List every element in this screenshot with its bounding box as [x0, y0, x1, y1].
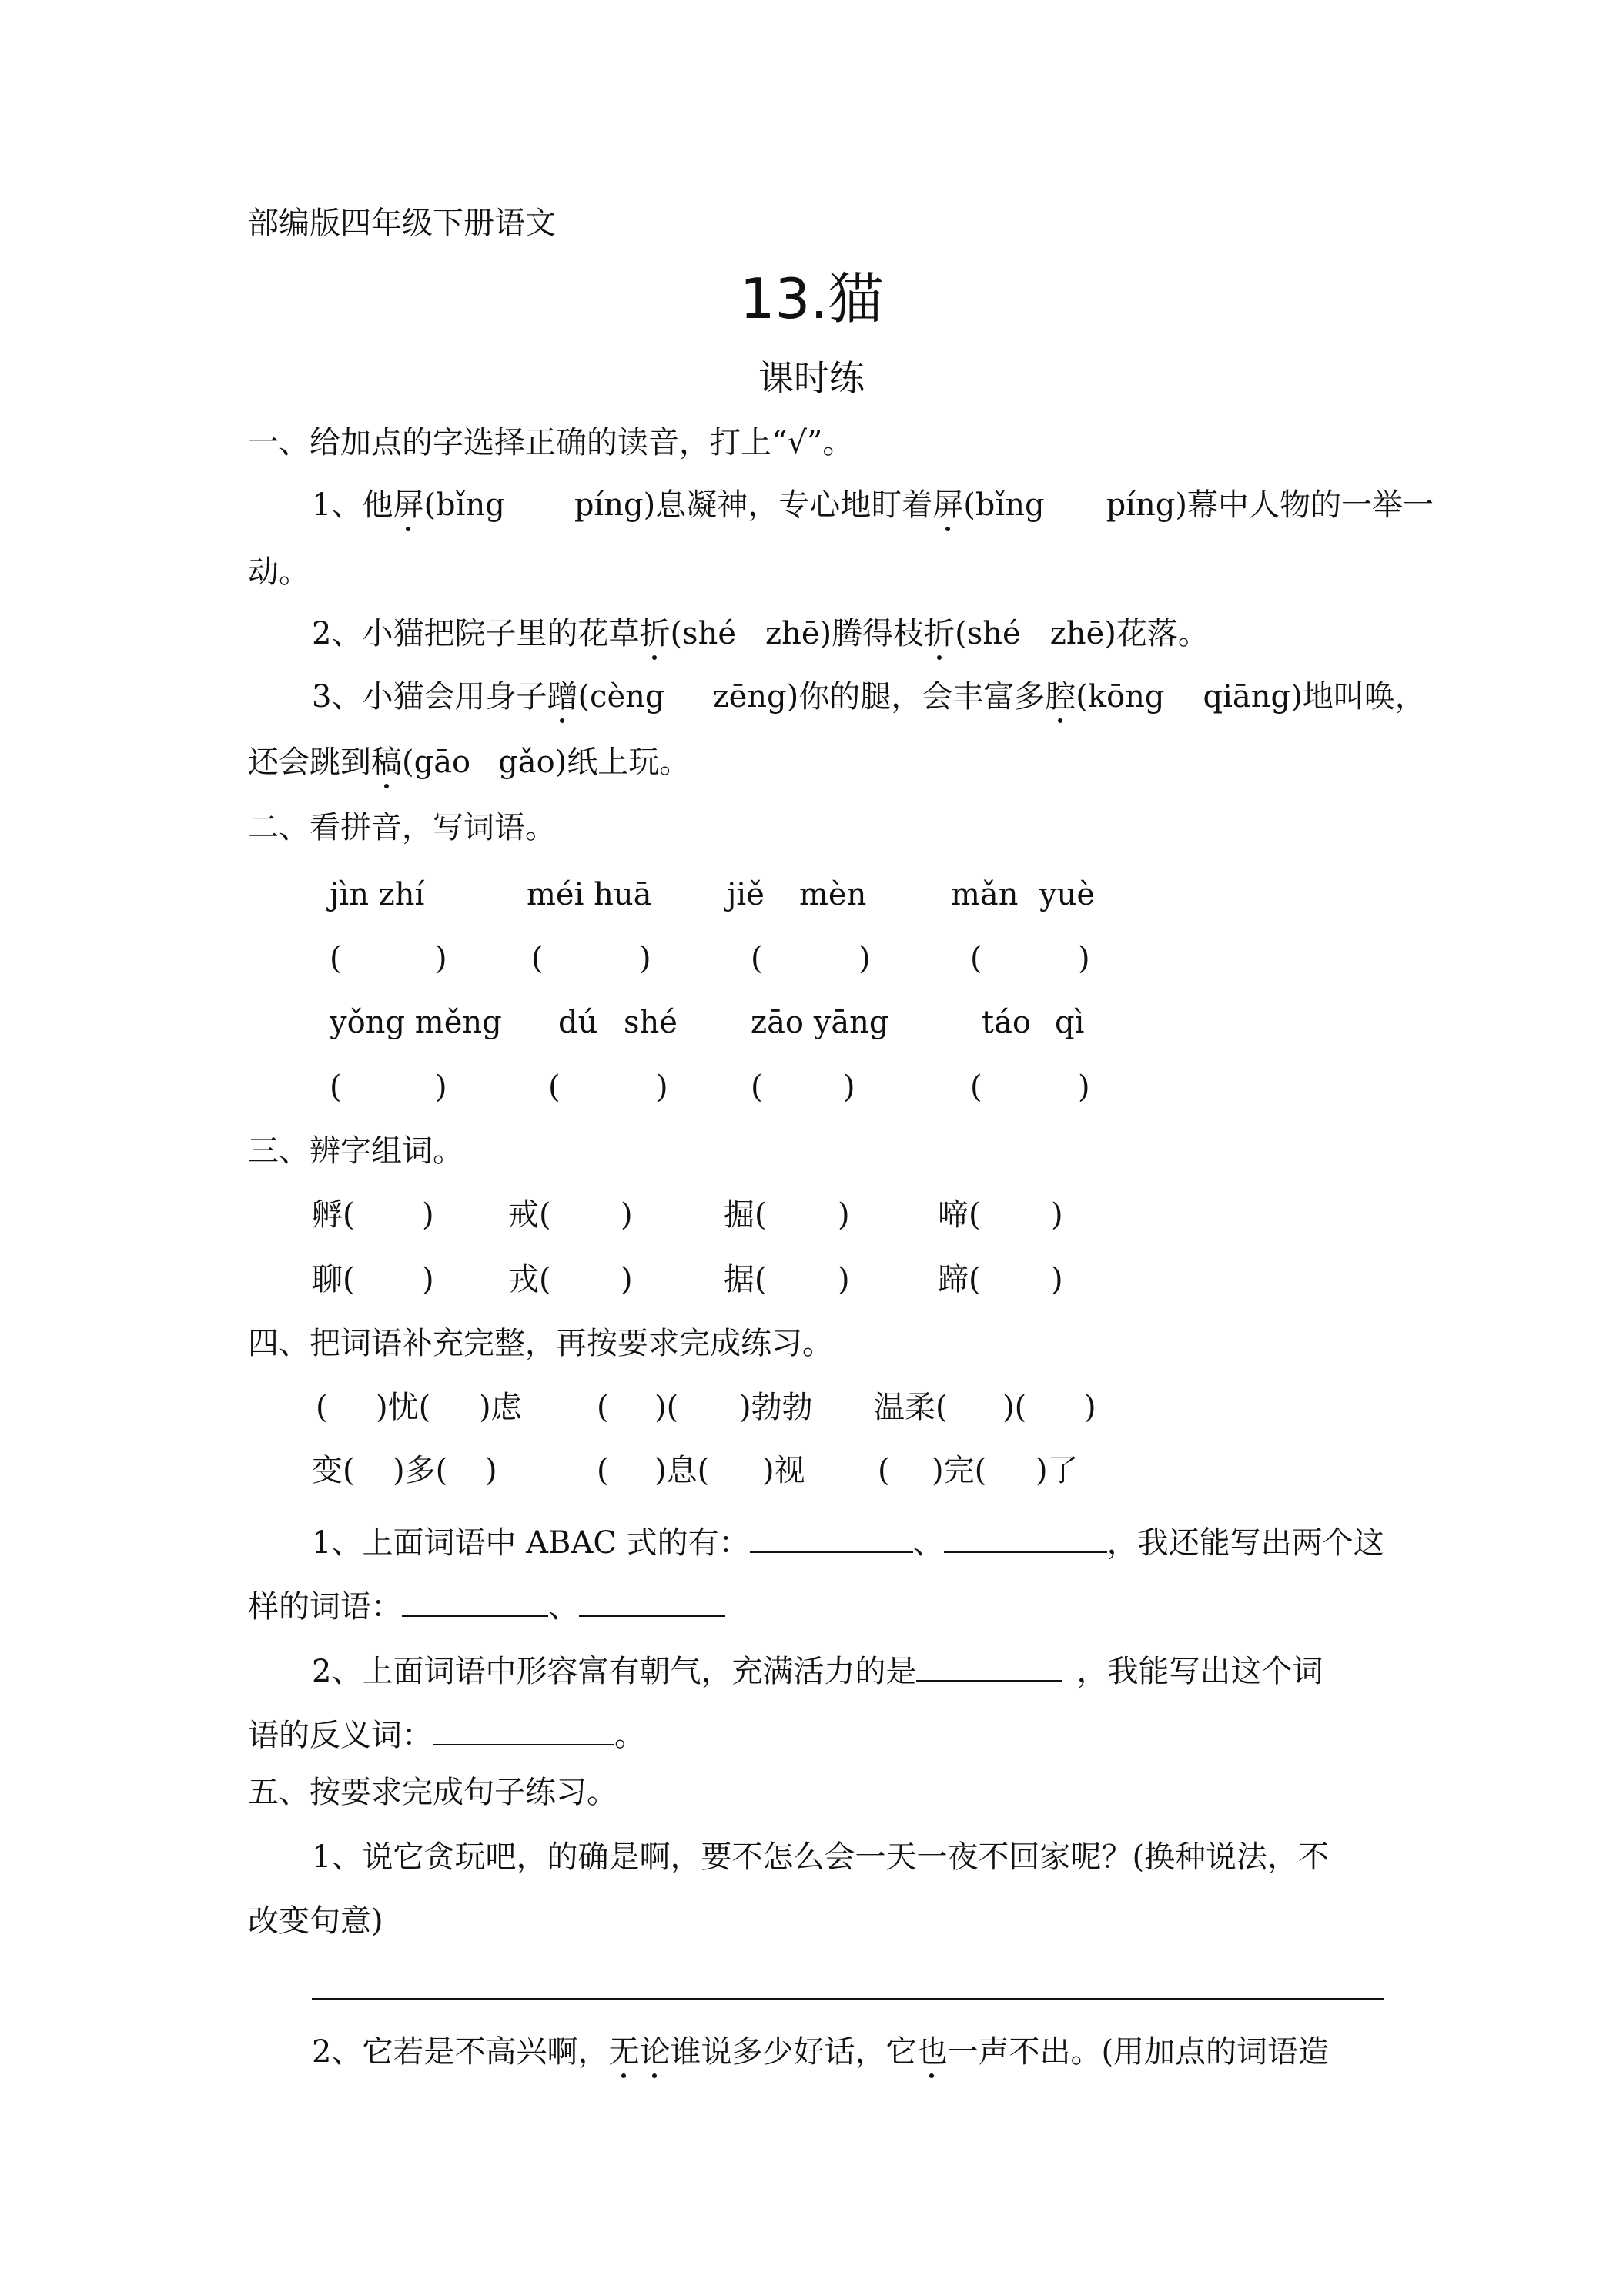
fill-part: )虑: [479, 1390, 522, 1425]
fill-part: (: [878, 1453, 890, 1488]
fill-part: (: [316, 1390, 328, 1425]
pinyin: jiě: [727, 877, 765, 912]
char-item: 聊(: [312, 1262, 355, 1297]
paren-close: ): [1051, 1262, 1063, 1297]
char-item: 蹄(: [938, 1262, 981, 1297]
s1-q3-cont: 还会跳到稿(gāo gǎo)纸上玩。: [248, 745, 691, 780]
series-label: 部编版四年级下册语文: [248, 206, 556, 241]
answer-paren-open: (: [970, 1069, 982, 1105]
option[interactable]: (gāo: [402, 745, 471, 780]
dotted-char: 折: [924, 616, 955, 651]
answer-paren-close: ): [639, 941, 651, 976]
paren-close: ): [1051, 1197, 1063, 1233]
s1-q1-line: 1、他屏(bǐng píng)息凝神，专心地盯着屏(bǐng píng)幕中人物的一举一: [312, 487, 1434, 523]
fill-part: )视: [762, 1453, 805, 1488]
pinyin: yuè: [1039, 877, 1096, 912]
dotted-char: 屏: [393, 487, 424, 523]
answer-paren-open: (: [548, 1069, 561, 1105]
pinyin: zāo yāng: [751, 1005, 889, 1040]
paren-close: ): [422, 1197, 434, 1233]
page-subtitle: 课时练: [758, 357, 865, 399]
option[interactable]: (bǐng: [963, 487, 1045, 523]
s5-q1-line: 1、说它贪玩吧，的确是啊，要不怎么会一天一夜不回家呢？(换种说法，不: [312, 1839, 1330, 1875]
dotted-char: 腔: [1045, 679, 1076, 715]
option[interactable]: (bǐng: [423, 487, 505, 523]
section-2-heading: 二、看拼音，写词语。: [248, 810, 556, 845]
answer-blank[interactable]: [944, 1521, 1107, 1553]
pinyin: mèn: [799, 877, 867, 912]
option[interactable]: (cèng: [577, 679, 665, 715]
fill-part: )勃勃: [739, 1390, 813, 1425]
char-item: 据(: [724, 1262, 767, 1297]
dotted-char: 无: [608, 2034, 640, 2070]
s4-q2-cont: 语的反义词： 。: [248, 1713, 645, 1751]
char-item: 戒(: [508, 1197, 551, 1233]
fill-part: 温柔(: [874, 1390, 948, 1425]
answer-blank[interactable]: [579, 1585, 725, 1617]
option[interactable]: gǎo): [498, 745, 567, 780]
char-item: 掘(: [724, 1197, 767, 1233]
fill-part: 变(: [312, 1453, 355, 1488]
answer-paren-open: (: [531, 941, 544, 976]
pinyin: qì: [1055, 1005, 1085, 1040]
answer-paren-close: ): [858, 941, 871, 976]
option[interactable]: (kōng: [1076, 679, 1165, 715]
s4-q2-line: 2、上面词语中形容富有朝气，充满活力的是 ，我能写出这个词: [312, 1649, 1323, 1687]
option[interactable]: qiāng): [1203, 679, 1303, 715]
fill-part: ): [485, 1453, 497, 1488]
dotted-char: 蹭: [547, 679, 578, 715]
fill-part: )完(: [932, 1453, 987, 1488]
char-item: 啼(: [938, 1197, 981, 1233]
answer-paren-close: ): [435, 941, 447, 976]
s4-q1-cont: 样的词语： 、: [248, 1585, 725, 1622]
fill-part: )多(: [393, 1453, 448, 1488]
dotted-char: 论: [639, 2034, 671, 2070]
paren-close: ): [422, 1262, 434, 1297]
pinyin: jìn zhí: [330, 877, 425, 912]
s1-q3-line: 3、小猫会用身子蹭(cèng zēng)你的腿，会丰富多腔(kōng qiāng)地叫唤，: [312, 679, 1426, 715]
section-3-heading: 三、辨字组词。: [248, 1133, 463, 1169]
paren-close: ): [621, 1197, 633, 1233]
paren-close: ): [838, 1262, 850, 1297]
s5-q1-cont: 改变句意): [248, 1903, 383, 1939]
option[interactable]: píng): [574, 487, 656, 523]
fill-part: (: [597, 1390, 609, 1425]
answer-paren-close: ): [1078, 941, 1090, 976]
option[interactable]: (shé: [955, 616, 1021, 651]
answer-paren-open: (: [330, 1069, 342, 1105]
pinyin: shé: [624, 1005, 678, 1040]
pinyin: méi huā: [527, 877, 652, 912]
answer-paren-close: ): [843, 1069, 855, 1105]
fill-part: )忧(: [376, 1390, 431, 1425]
fill-part: )了: [1036, 1453, 1079, 1488]
answer-paren-close: ): [1078, 1069, 1090, 1105]
fill-part: )(: [1002, 1390, 1027, 1425]
pinyin: táo: [982, 1005, 1032, 1040]
pinyin: yǒng měng: [330, 1005, 502, 1040]
dotted-char: 屏: [932, 487, 964, 523]
s1-q1-cont: 动。: [248, 554, 310, 590]
fill-part: )(: [654, 1390, 679, 1425]
answer-paren-close: ): [435, 1069, 447, 1105]
option[interactable]: zhē): [765, 616, 832, 651]
answer-paren-open: (: [970, 941, 982, 976]
dotted-char: 折: [639, 616, 671, 651]
fill-part: ): [1084, 1390, 1096, 1425]
section-5-heading: 五、按要求完成句子练习。: [248, 1775, 617, 1810]
s5-q2-line: 2、它若是不高兴啊，无论谁说多少好话，它也一声不出。(用加点的词语造: [312, 2034, 1330, 2070]
answer-paren-open: (: [751, 941, 763, 976]
fill-part: (: [597, 1453, 609, 1488]
answer-blank[interactable]: [916, 1649, 1062, 1682]
s4-q1-line: 1、上面词语中 ABAC 式的有： 、 ，我还能写出两个这: [312, 1521, 1384, 1558]
char-item: 戎(: [508, 1262, 551, 1297]
answer-paren-open: (: [330, 941, 342, 976]
s1-q2-line: 2、小猫把院子里的花草折(shé zhē)腾得枝折(shé zhē)花落。: [312, 616, 1209, 651]
answer-blank[interactable]: [750, 1521, 913, 1553]
paren-close: ): [838, 1197, 850, 1233]
answer-paren-open: (: [751, 1069, 763, 1105]
option[interactable]: (shé: [670, 616, 737, 651]
option[interactable]: píng): [1106, 487, 1187, 523]
page-title: 13.猫: [739, 266, 884, 331]
option[interactable]: zhē): [1049, 616, 1116, 651]
dotted-char: 稿: [371, 745, 402, 780]
section-1-heading: 一、给加点的字选择正确的读音，打上“√”。: [248, 425, 854, 460]
pinyin: mǎn: [951, 877, 1019, 912]
answer-paren-close: ): [656, 1069, 668, 1105]
dotted-char: 也: [916, 2034, 948, 2070]
answer-blank[interactable]: [402, 1585, 548, 1617]
pinyin: dú: [558, 1005, 598, 1040]
answer-blank[interactable]: [433, 1713, 614, 1745]
char-item: 孵(: [312, 1197, 355, 1233]
answer-line[interactable]: [312, 1998, 1384, 2000]
option[interactable]: zēng): [712, 679, 799, 715]
paren-close: ): [621, 1262, 633, 1297]
fill-part: )息(: [654, 1453, 710, 1488]
section-4-heading: 四、把词语补充完整，再按要求完成练习。: [248, 1326, 833, 1361]
